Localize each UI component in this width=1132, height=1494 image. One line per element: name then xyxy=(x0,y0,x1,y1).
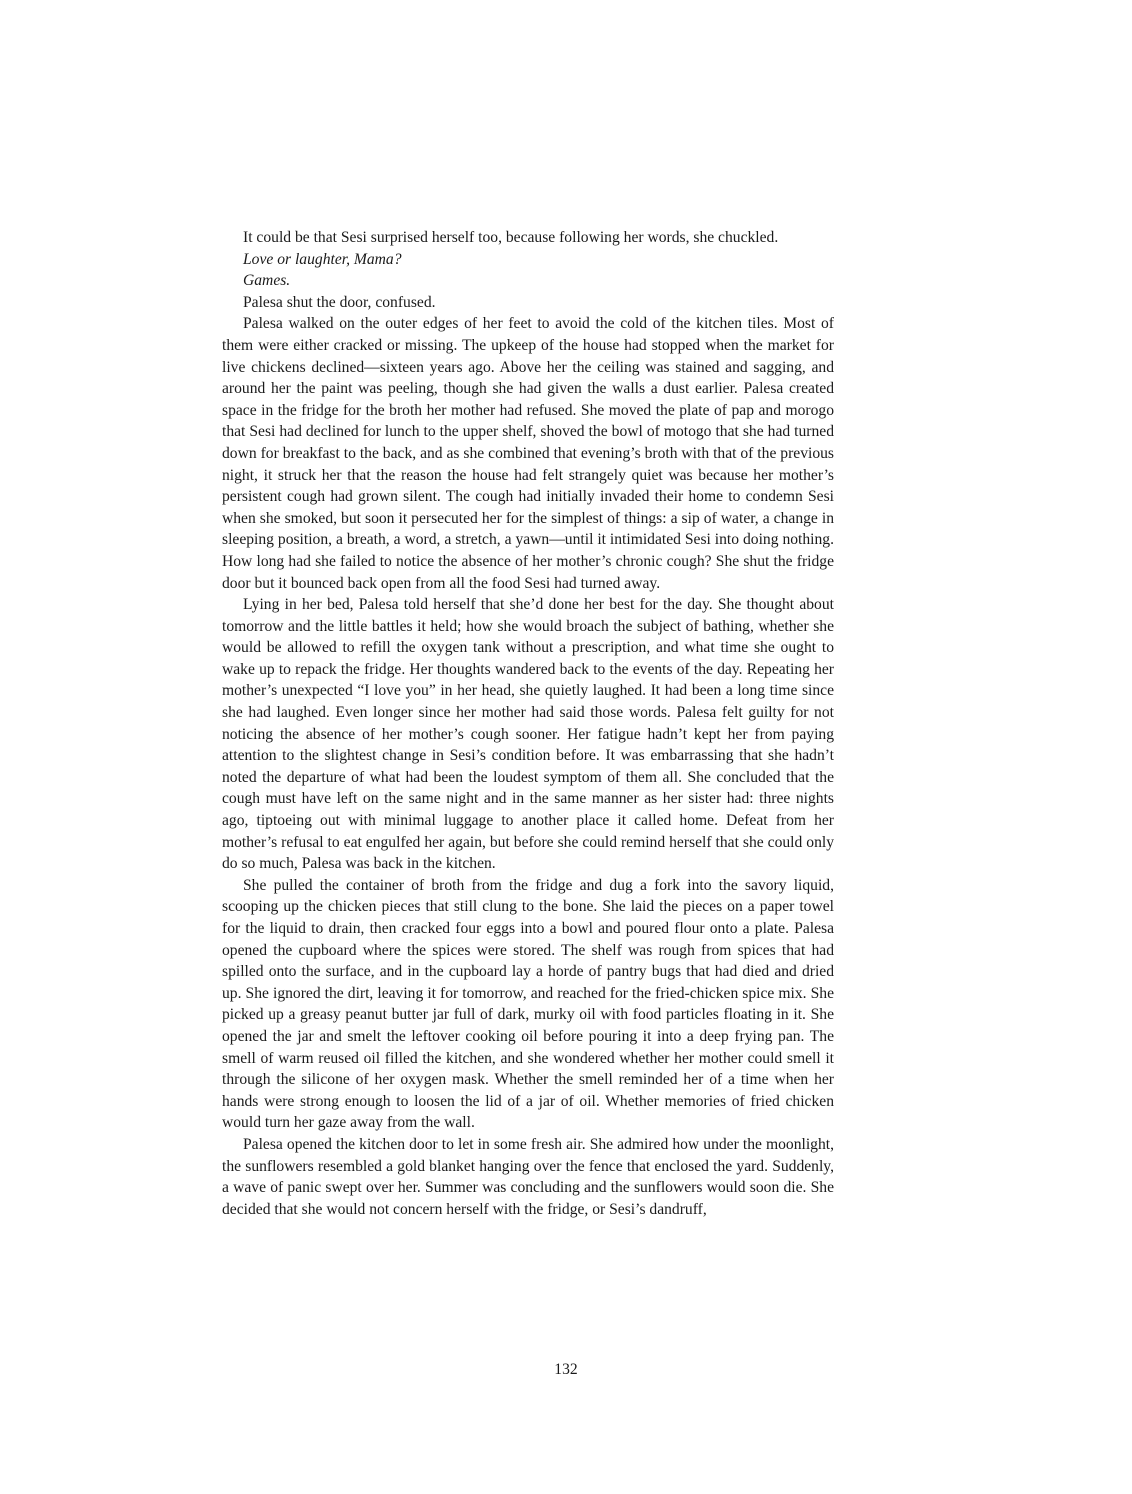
paragraph-4: Palesa shut the door, confused. xyxy=(243,293,436,311)
paragraph-8: Palesa opened the kitchen door to let in some fresh air. She admired how under the moonlight, the sunflowers resembled a gold blanket hanging over the fence that enclosed the yard. Suddenly, a wave of panic swept over her. Summer was concluding and the sunflowers would soon die. She decided that she would not concern herself with the fridge, or Sesi’s dandruff, xyxy=(222,1135,834,1218)
page-number: 132 xyxy=(554,1361,578,1378)
paragraph-2: Love or laughter, Mama? xyxy=(243,250,402,268)
paragraph-3: Games. xyxy=(243,272,291,290)
paragraph-7: She pulled the container of broth from the fridge and dug a fork into the savory liquid, scooping up the chicken pieces that still clung to the bone. She laid the pieces on a paper towel for the liquid to drain, then cracked four eggs into a bowl and poured flour onto a plate. Palesa opened the cupboard where the spices were stored. The shelf was rough from spices that had spilled onto the surface, and in the cupboard lay a horde of pantry bugs that had died and dried up. She ignored the dirt, leaving it for tomorrow, and reached for the fried-chicken spice mix. She picked up a greasy peanut butter jar full of dark, murky oil with food particles floating in it. She opened the jar and smelt the leftover cooking oil before pouring it into a deep frying pan. The smell of warm reused oil filled the kitchen, and she wondered whether her mother could smell it through the silicone of her oxygen mask. Whether the smell reminded her of a time when her hands were strong enough to loosen the lid of a jar of oil. Whether memories of fried chicken would turn her gaze away from the wall. xyxy=(222,876,834,1132)
body-text xyxy=(222,227,834,1220)
paragraph-6: Lying in her bed, Palesa told herself that she’d done her best for the day. She thought about tomorrow and the little battles it held; how she would broach the subject of bathing, whether she would be allowed to refill the oxygen tank without a prescription, and what time she ought to wake up to repack the fridge. Her thoughts wandered back to the events of the day. Repeating her mother’s unexpected “I love you” in her head, she quietly laughed. It had been a long time since she had laughed. Even longer since her mother had said those words. Palesa felt guilty for not noticing the absence of her mother’s cough sooner. Her fatigue hadn’t kept her from paying attention to the slightest change in Sesi’s condition before. It was embarrassing that she hadn’t noted the departure of what had been the loudest symptom of them all. She concluded that the cough must have left on the same night and in the same manner as her sister had: three nights ago, tiptoeing out with minimal luggage to another place it called home. Defeat from her mother’s refusal to eat engulfed her again, but before she could remind herself that she could only do so much, Palesa was back in the kitchen. xyxy=(222,596,834,873)
paragraph-5: Palesa walked on the outer edges of her feet to avoid the cold of the kitchen tiles. Most of them were either cracked or missing. The upkeep of the house had stopped when the market for live chickens declined—sixteen years ago. Above her the ceiling was stained and sagging, and around her the paint was peeling, though she had given the walls a dust earlier. Palesa created space in the fridge for the broth her mother had refused. She moved the plate of pap and morogo that Sesi had declined for lunch to the upper shelf, shoved the bowl of motogo that she had turned down for breakfast to the back, and as she combined that evening’s broth with that of the previous night, it struck her that the reason the house had felt strangely quiet was because her mother’s persistent cough had grown silent. The cough had initially invaded their home to condemn Sesi when she smoked, but soon it persecuted her for the simplest of things: a sip of water, a change in sleeping position, a breath, a word, a stretch, a yawn—until it intimidated Sesi into doing nothing. How long had she failed to notice the absence of her mother’s chronic cough? She shut the fridge door but it bounced back open from all the food Sesi had turned away. xyxy=(222,315,834,592)
paragraph-1: It could be that Sesi surprised herself too, because following her words, she chuckled. xyxy=(243,229,779,246)
